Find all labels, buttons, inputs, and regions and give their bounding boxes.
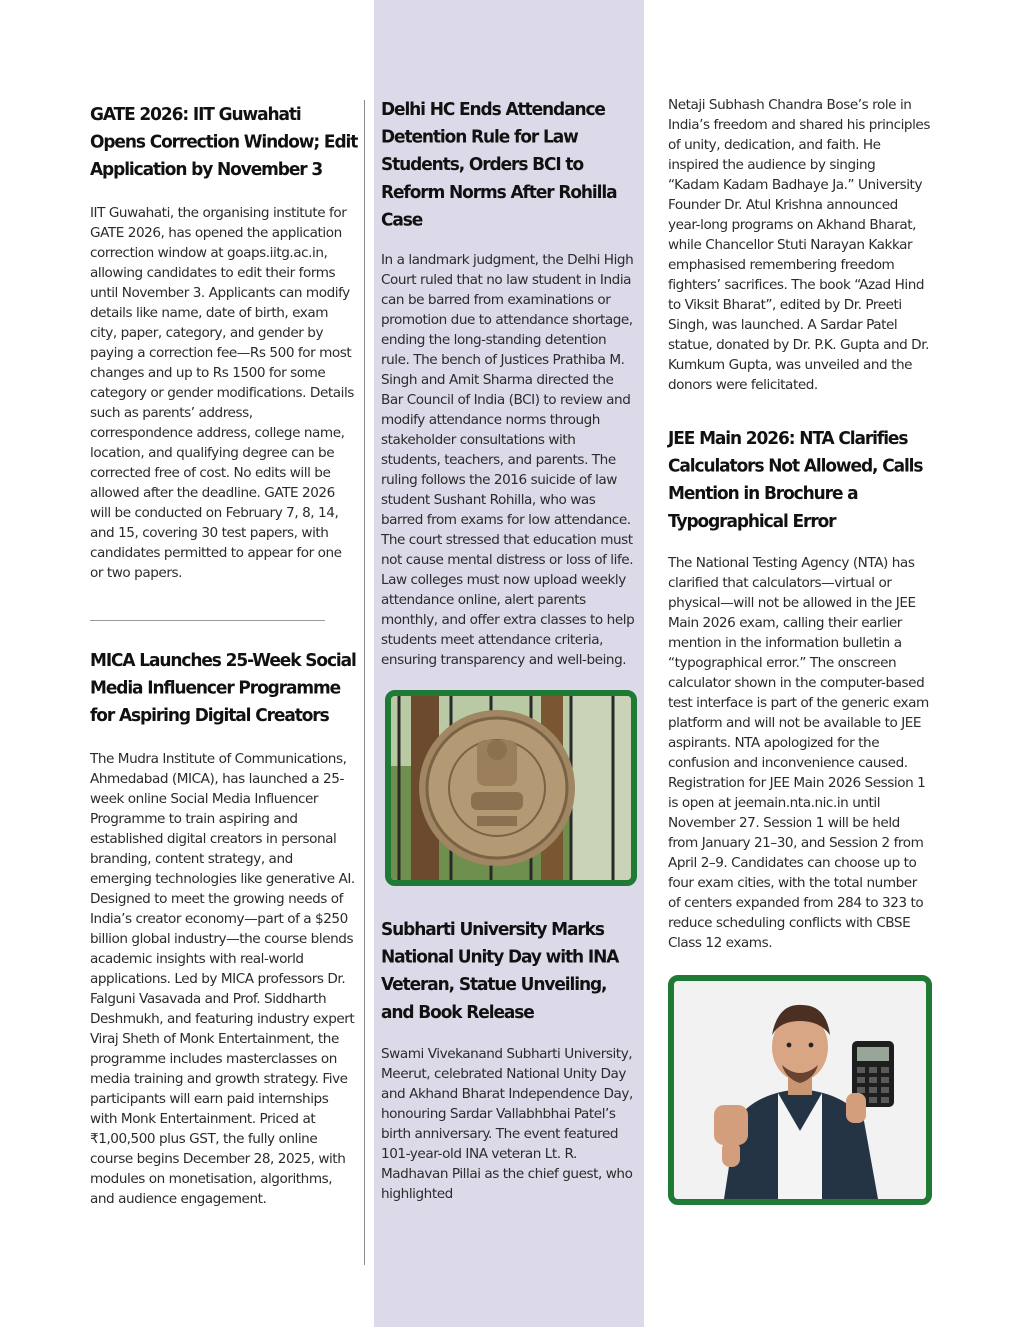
high-court-emblem-photo: [385, 690, 637, 886]
body-subharti-continued: Netaji Subhash Chandra Bose’s role in India’s freedom and shared his principles of unity, dedication, and faith. He inspired the audience by singing “Kadam Kadam Badhaye Ja.” University Founder Dr. Atul Krishna announced year-long programs on Akhand Bharat, while Chancellor Stuti Narayan Kakkar emphasised remembering freedom fighters’ sacrifices. The book “Azad Hind to Viksit Bharat”, edited by Dr. Preeti Singh, was launched. A Sardar Patel statue, donated by Dr. P.K. Gupta and Dr. Kumkum Gupta, was unveiled and the donors were felicitated.: [668, 97, 930, 393]
article-gate-2026: [90, 101, 358, 583]
body-jee: The National Testing Agency (NTA) has clarified that calculators—virtual or physical—will not be allowed in the JEE Main 2026 exam, calling their earlier mention in the information bulletin a “typographical error.” The onscreen calculator shown in the computer-based test interface is part of the generic exam platform and will not be available to JEE aspirants. NTA apologized for the confusion and inconvenience caused. Registration for JEE Main 2026 Session 1 is open at jeemain.nta.nic.in until November 27. Session 1 will be held from January 21–30, and Session 2 from April 2–9. Candidates can choose up to four exam cities, with the total number of centers expanded from 284 to 323 to reduce scheduling conflicts with CBSE Class 12 exams.: [668, 555, 929, 951]
article-subharti: [381, 916, 636, 1204]
article-separator: [90, 620, 325, 621]
headline-subharti: Subharti University Marks National Unity Day with INA Veteran, Statue Unveiling, and Book Release: [381, 919, 619, 1024]
column-divider: [364, 100, 365, 1265]
column-right: [668, 95, 930, 1205]
body-gate: IIT Guwahati, the organising institute for GATE 2026, has opened the application correction window at goaps.iitg.ac.in, allowing candidates to edit their forms until November 3. Applicants can modify details like name, date of birth, exam city, paper, category, and gender by paying a correction fee—Rs 500 for most changes and up to Rs 1500 for some category or gender modifications. Details such as parents’ address, correspondence address, college name, location, and qualifying degree can be corrected free of cost. No edits will be allowed after the deadline. GATE 2026 will be conducted on February 7, 8, 14, and 15, covering 30 test papers, with candidates permitted to appear for one or two papers.: [90, 205, 354, 581]
article-jee-main: [668, 425, 930, 953]
high-court-emblem-image: [391, 696, 631, 880]
headline-gate: GATE 2026: IIT Guwahati Opens Correction Window; Edit Application by November 3: [90, 104, 358, 181]
article-mica: [90, 647, 358, 1209]
column-left: [90, 101, 358, 1209]
column-middle: [381, 96, 636, 1204]
body-subharti: Swami Vivekanand Subharti University, Meerut, celebrated National Unity Day and Akhand Bharat Independence Day, honouring Sardar Vallabhbhai Patel’s birth anniversary. The event featured 101-year-old INA veteran Lt. R. Madhavan Pillai as the chief guest, who highlighted: [381, 1046, 633, 1202]
student-calculator-image: [674, 981, 926, 1199]
body-delhi-hc: In a landmark judgment, the Delhi High Court ruled that no law student in India can be barred from examinations or promotion due to attendance shortage, ending the long-standing detention rule. The bench of Justices Prathiba M. Singh and Amit Sharma directed the Bar Council of India (BCI) to review and modify attendance norms through stakeholder consultations with students, teachers, and parents. The ruling follows the 2016 suicide of law student Sushant Rohilla, who was barred from exams for low attendance. The court stressed that education must not cause mental distress or loss of life. Law colleges must now upload weekly attendance online, alert parents monthly, and offer extra classes to help students meet attendance criteria, ensuring transparency and well-being.: [381, 252, 635, 668]
headline-jee: JEE Main 2026: NTA Clarifies Calculators Not Allowed, Calls Mention in Brochure a Typographical Error: [668, 428, 923, 533]
headline-mica: MICA Launches 25-Week Social Media Influencer Programme for Aspiring Digital Creators: [90, 650, 356, 727]
student-calculator-photo: [668, 975, 932, 1205]
article-delhi-hc: [381, 96, 636, 670]
headline-delhi-hc: Delhi HC Ends Attendance Detention Rule for Law Students, Orders BCI to Reform Norms After Rohilla Case: [381, 99, 617, 231]
body-mica: The Mudra Institute of Communications, Ahmedabad (MICA), has launched a 25-week online Social Media Influencer Programme to train aspiring and established digital creators in personal branding, content strategy, and emerging technologies like generative AI. Designed to meet the growing needs of India’s creator economy—part of a $250 billion global industry—the course blends academic insights with real-world applications. Led by MICA professors Dr. Falguni Vasavada and Prof. Siddharth Deshmukh, and featuring industry expert Viraj Sheth of Monk Entertainment, the programme includes masterclasses on media training and growth strategy. Five participants will earn paid internships with Monk Entertainment. Priced at ₹1,00,500 plus GST, the fully online course begins December 28, 2025, with modules on monetisation, algorithms, and audience engagement.: [90, 751, 355, 1207]
